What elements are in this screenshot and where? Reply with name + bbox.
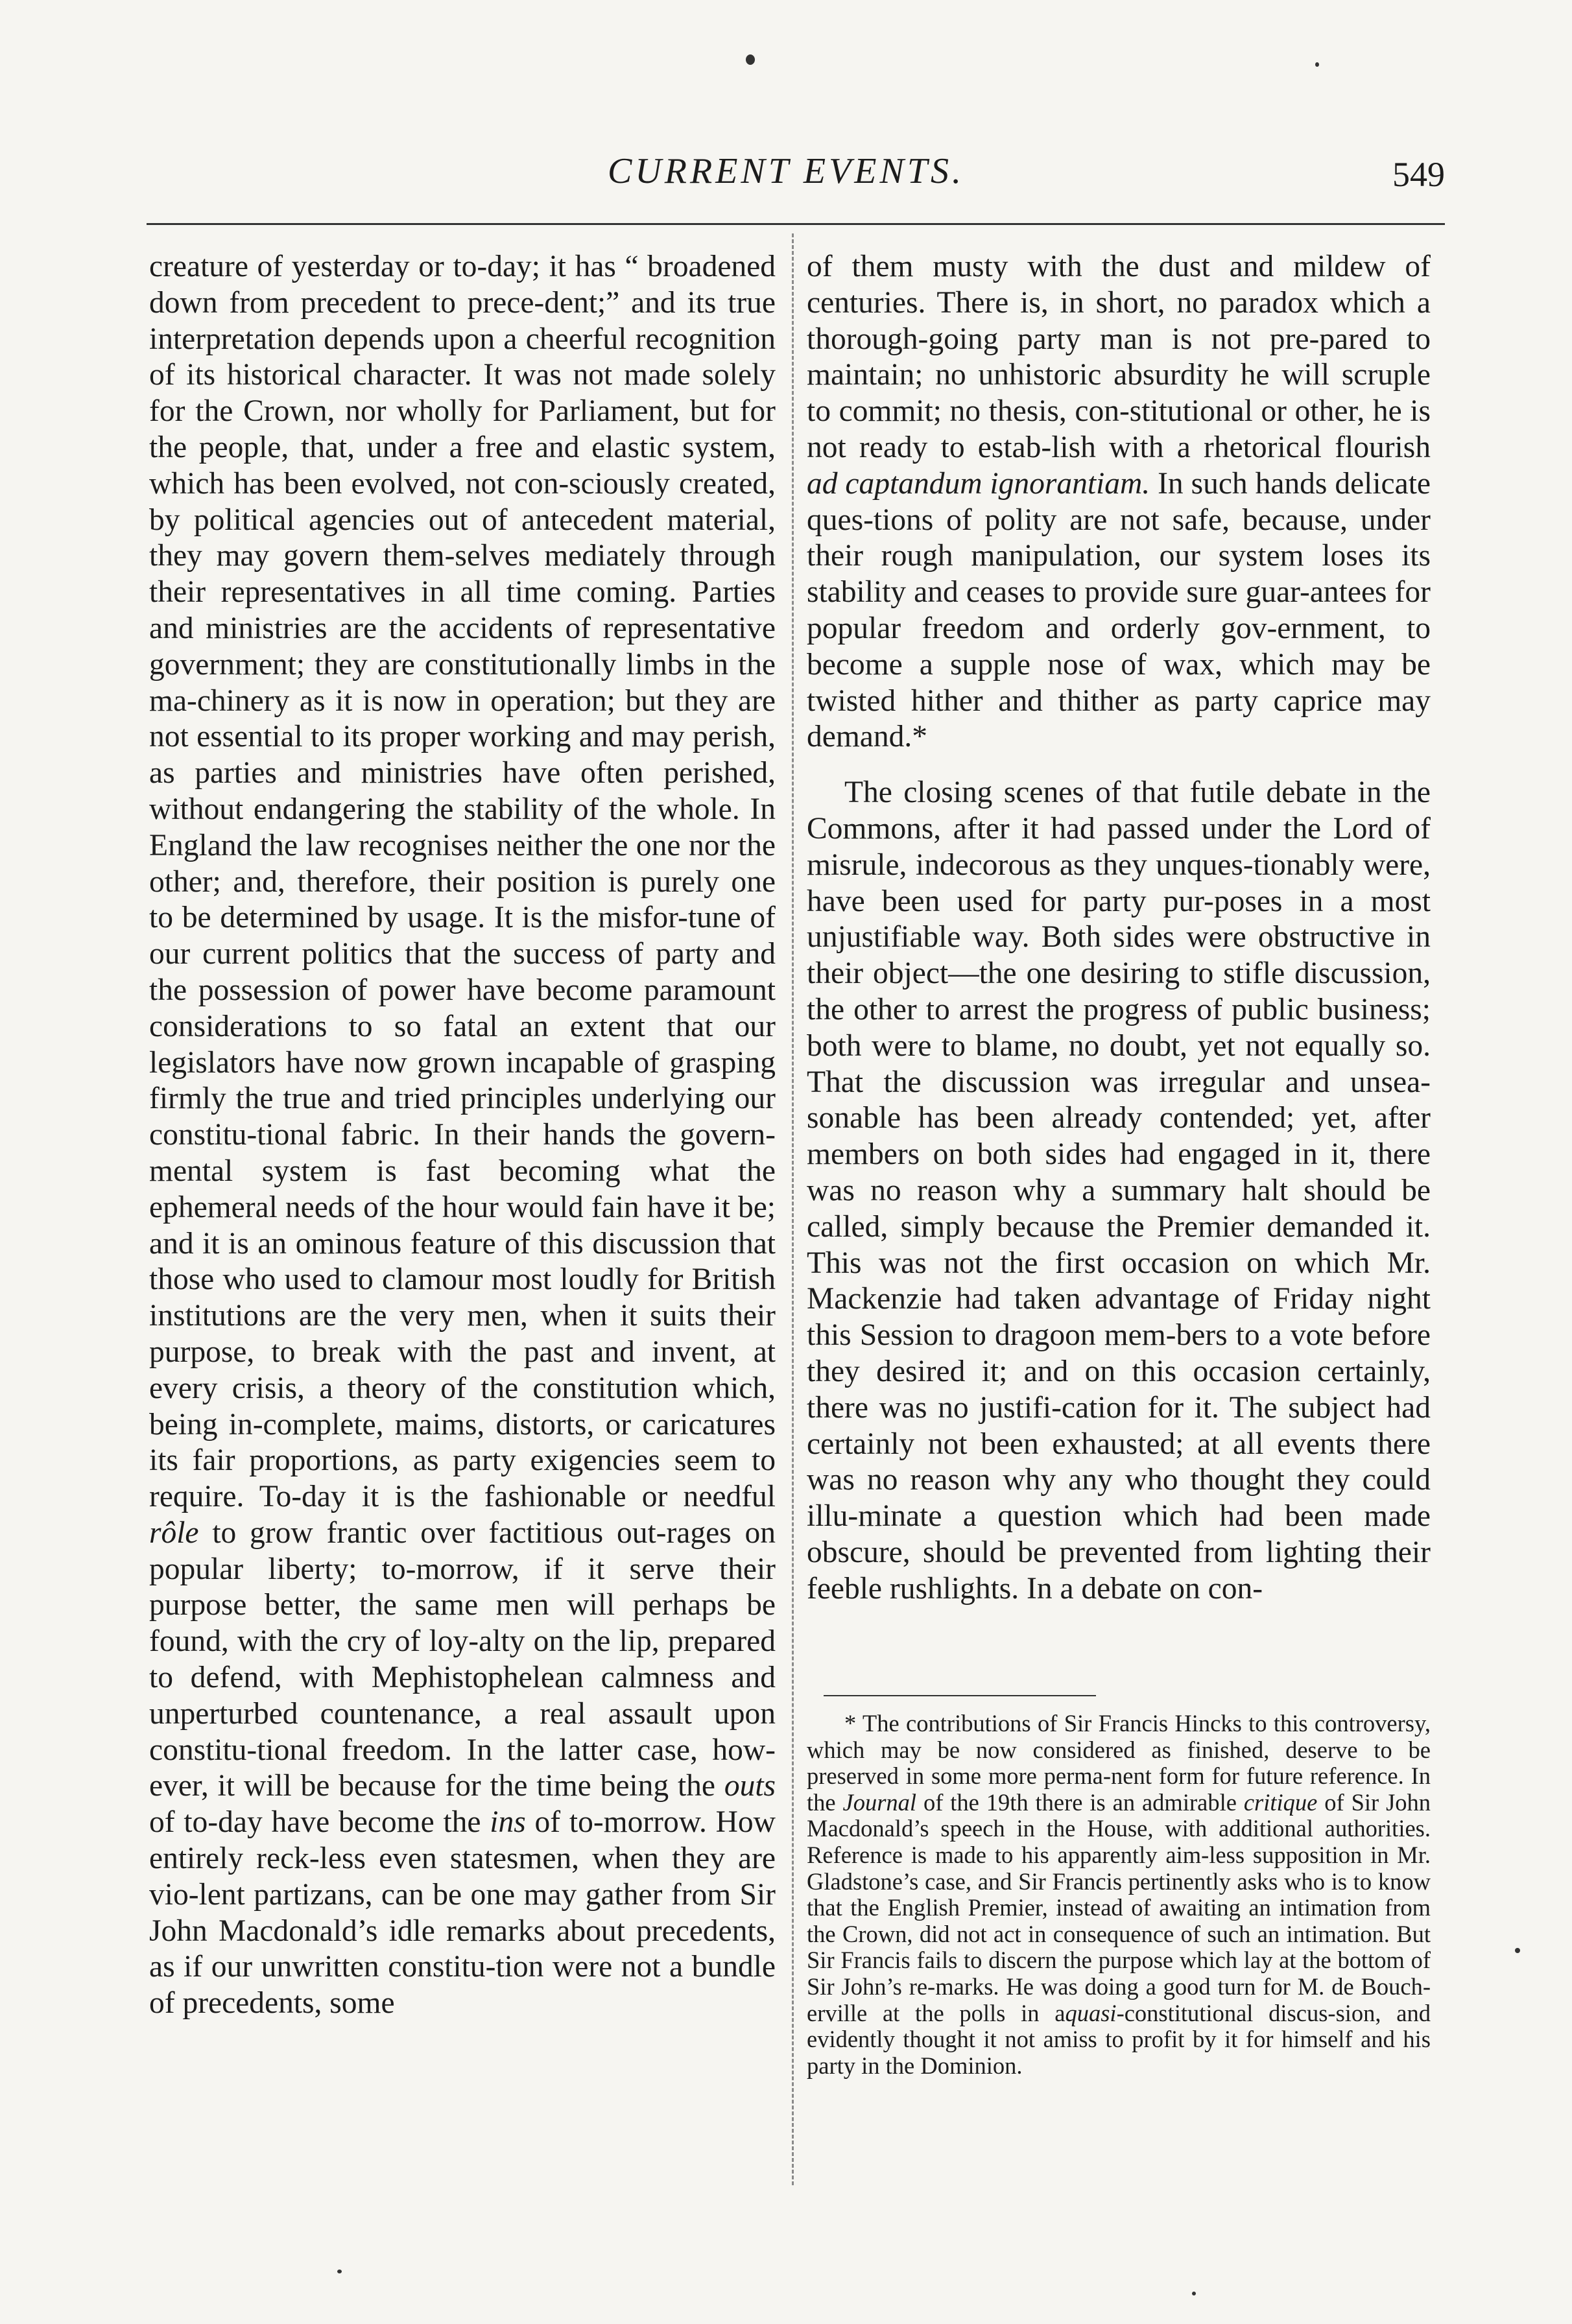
ink-speck-bottom-right <box>1192 2292 1196 2295</box>
right-paragraph-1 <box>807 249 1431 755</box>
footnote-text-3: of Sir John Macdonald’s speech in the House, with additional authorities. Reference is made to his apparently aim-less supposition in Mr. Gladstone’s case, and Sir Francis pertinently asks who is to know that the English Premier, instead of awaiting an intimation from the Crown, did not act in consequence of such an intimation. But Sir Francis fails to discern the purpose which lay at the bottom of Sir John’s re-marks. He was doing a good turn for M. de Bouch-erville at the polls in a <box>807 1788 1431 2026</box>
quasi-word: quasi <box>1065 1999 1117 2026</box>
right-text-1: of them musty with the dust and mildew of centuries. There is, in short, no paradox which a thorough-going party man is not pre-pared to maintain; no unhistoric absurdity he will scruple to commit; no thesis, con-stitutional or other, he is not ready to estab-lish with a rhetorical flourish <box>807 250 1431 464</box>
left-text-2: to grow frantic over factitious out-rages on popular liberty; to-morrow, if it serve their purpose better, the same men will perhaps be found, with the cry of loy-alty on the lip, prepared to defend, with Mephistophelean calmness and unperturbed countenance, a real assault upon constitu-tional freedom. In the latter case, how-ever, it will be because for the time being the <box>149 1515 776 1803</box>
footnote-text-2: of the 19th there is an admirable <box>923 1788 1237 1816</box>
outs-word: outs <box>724 1769 776 1803</box>
role-word: rôle <box>149 1515 199 1550</box>
ink-speck-bottom <box>337 2270 342 2273</box>
running-title: CURRENT EVENTS. <box>607 151 964 191</box>
ink-speck-top-right <box>1315 62 1319 67</box>
footnote-rule <box>824 1695 1096 1696</box>
right-column <box>807 249 1431 1607</box>
left-column <box>149 249 776 2022</box>
footnote-text-4: -constitutional discus-sion, and evidently thought it not amiss to profit by it for himself and his party in the Dominion. <box>807 1999 1431 2079</box>
critique-word: critique <box>1243 1788 1318 1816</box>
left-text-1: creature of yesterday or to-day; it has “ broadened down from precedent to prece-dent;” and its true interpretation depends upon a cheerful recognition of its historical character. It was not made solely for the Crown, nor wholly for Parliament, but for the people, that, under a free and elastic system, which has been evolved, not con-sciously created, by political agencies out of antecedent material, they may govern them-selves mediately through their representatives in all time coming. Parties and ministries are the accidents of representative government; they are constitutionally limbs in the ma-chinery as it is now in operation; but they are not essential to its proper working and may perish, as parties and ministries have often perished, without endangering the stability of the whole. In England the law recognises neither the one nor the other; and, therefore, their position is purely one to be determined by usage. It is the misfor-tune of our current politics that the success of party and the possession of power have become paramount considerations to so fatal an extent that our legislators have now grown incapable of grasping firmly the true and tried principles underlying our constitu-tional fabric. In their hands the govern-mental system is fast becoming what the ephemeral needs of the hour would fain have it be; and it is an ominous feature of this discussion that those who used to clamour most loudly for British institutions are the very men, when it suits their purpose, to break with the past and invent, at every crisis, a theory of the constitution which, being in-complete, maims, distorts, or caricatures its fair proportions, as party exigencies seem to require. To-day it is the fashionable or needful <box>149 250 776 1514</box>
latin-phrase: ad captandum ignorantiam. <box>807 466 1150 501</box>
footnote <box>807 1711 1431 2079</box>
ins-word: ins <box>490 1805 526 1840</box>
right-text-2: In such hands delicate ques-tions of polity are not safe, because, under their rough manipulation, our system loses its stability and ceases to provide sure guar-antees for popular freedom and orderly gov-ernment, to become a supple nose of wax, which may be twisted hither and thither as party caprice may demand.* <box>807 466 1431 754</box>
page-number: 549 <box>1392 155 1445 194</box>
footnote-text-1: * The contributions of Sir Francis Hincks to this controversy, which may be now considered as finished, deserve to be preserved in some more perma-nent form for future reference. In the <box>807 1710 1431 1816</box>
ink-speck-right-margin <box>1515 1948 1520 1953</box>
right-paragraph-2: The closing scenes of that futile debate in the Commons, after it had passed under the Lord of misrule, indecorous as they unques-tionably were, have been used for party pur-poses in a most unjustifiable way. Both sides were obstructive in their object—the one desiring to stifle discussion, the other to arrest the progress of public business; both were to blame, no doubt, yet not equally so. That the discussion was irregular and unsea-sonable has been already contended; yet, after members on both sides had engaged in it, there was no reason why a summary halt should be called, simply because the Premier demanded it. This was not the first occasion on which Mr. Mackenzie had taken advantage of Friday night this Session to dragoon mem-bers to a vote before they desired it; and on this occasion certainly, there was no justifi-cation for it. The subject had certainly not been exhausted; at all events there was no reason why any who thought they could illu-minate a question which had been made obscure, should be prevented from lighting their feeble rushlights. In a debate on con- <box>807 776 1431 1606</box>
left-text-3: of to-day have become the <box>149 1805 481 1840</box>
left-paragraph <box>149 249 776 2022</box>
column-divider <box>792 233 794 2185</box>
left-text-4: of to-morrow. How entirely reck-less even statesmen, when they are vio-lent partizans, can be one may gather from Sir John Macdonald’s idle remarks about precedents, as if our unwritten constitu-tion were not a bundle of precedents, some <box>149 1805 776 2021</box>
header-rule <box>147 223 1445 225</box>
journal-title: Journal <box>842 1788 917 1816</box>
ink-speck-top <box>746 54 755 65</box>
